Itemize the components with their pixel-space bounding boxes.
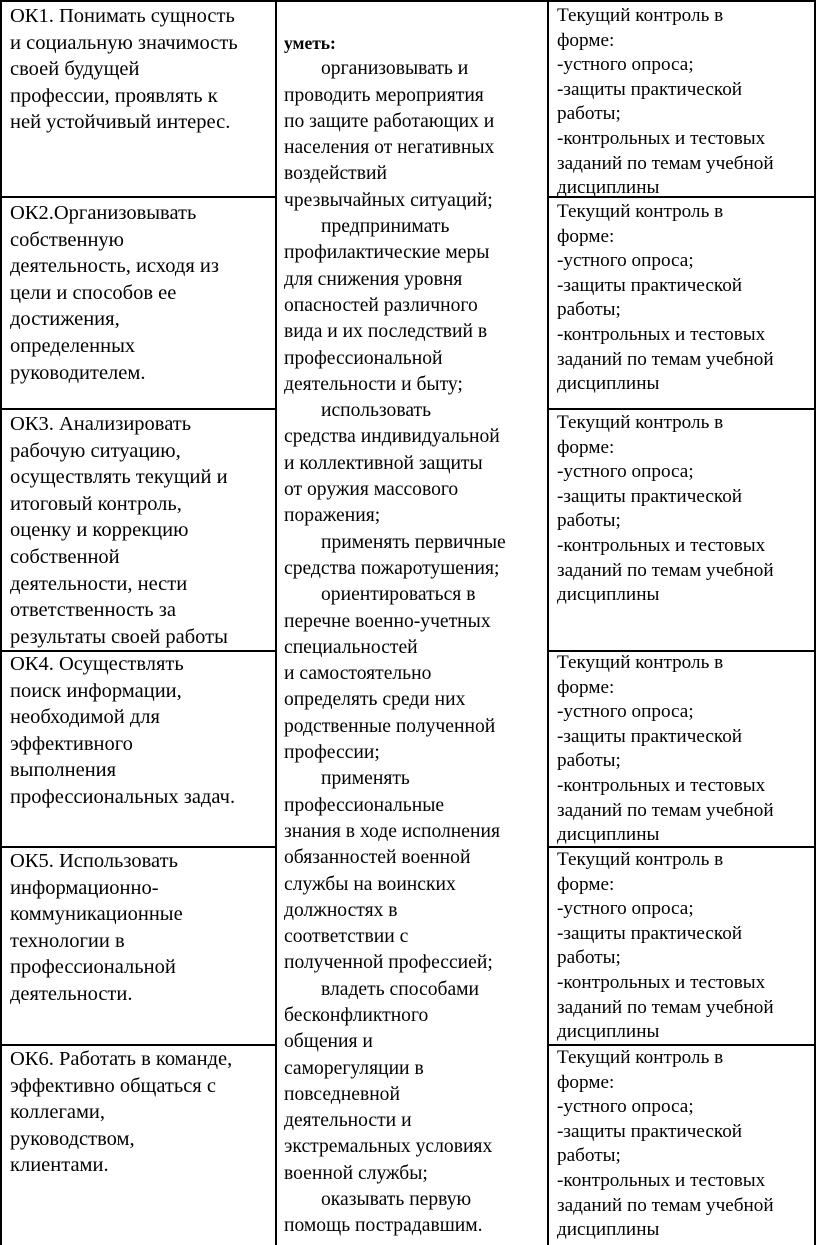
skill-line: поражения; xyxy=(284,505,381,527)
skill-line: должностях в xyxy=(284,899,398,921)
control-text: форме: xyxy=(557,676,615,698)
control-cell xyxy=(557,848,813,1045)
skill-line: применять первичные xyxy=(321,531,506,553)
skill-line: профессиональные xyxy=(284,794,445,816)
competency-text: деятельность, исходя из xyxy=(10,255,219,278)
competency-text: осуществлять текущий и xyxy=(10,466,228,489)
control-text: -контрольных и тестовых xyxy=(557,127,766,149)
row-divider-col1 xyxy=(0,196,277,198)
competency-text: итоговый контроль, xyxy=(10,492,182,515)
control-text: работы; xyxy=(557,947,621,969)
skill-line: вида и их последствий в xyxy=(284,321,488,343)
competency-text: коммуникационные xyxy=(10,903,183,926)
control-cell xyxy=(557,4,813,201)
competency-text: профессиональной xyxy=(10,956,176,979)
control-text: заданий по темам учебной xyxy=(557,1194,774,1216)
competency-text: собственную xyxy=(10,228,125,251)
skill-line: повседневной xyxy=(284,1083,400,1105)
competency-text: оценку и коррекцию xyxy=(10,519,189,542)
competency-text: собственной xyxy=(10,545,120,568)
control-text: Текущий контроль в xyxy=(557,849,724,870)
table-border-left xyxy=(0,0,2,1245)
skill-line: оказывать первую xyxy=(321,1189,472,1211)
column-divider-2 xyxy=(547,0,549,1245)
control-text: форме: xyxy=(557,436,615,458)
control-text: Текущий контроль в xyxy=(557,1047,724,1068)
skill-line: ориентироваться в xyxy=(321,584,476,606)
row-divider-col3 xyxy=(547,408,816,410)
row-divider-col1 xyxy=(0,408,277,410)
competency-text: результаты своей работы xyxy=(10,625,228,648)
control-text: дисциплины xyxy=(557,373,660,395)
competency-text: профессии, проявлять к xyxy=(10,84,218,107)
competency-text: ОК5. Использовать xyxy=(10,850,178,872)
competency-text: технологии в xyxy=(10,929,125,952)
control-text: дисциплины xyxy=(557,824,660,846)
competency-cell xyxy=(10,651,272,811)
competency-text: ОК6. Работать в команде, xyxy=(10,1048,233,1070)
control-text: дисциплины xyxy=(557,177,660,199)
skill-line: саморегуляции в xyxy=(284,1057,424,1079)
competency-text: руководителем. xyxy=(10,361,146,384)
skill-line: бесконфликтного xyxy=(284,1004,429,1026)
competency-cell xyxy=(10,200,272,386)
control-text: работы; xyxy=(557,103,621,125)
competency-cell xyxy=(10,411,272,650)
control-text: -устного опроса; xyxy=(557,54,694,76)
control-text: форме: xyxy=(557,873,615,895)
competency-text: деятельности. xyxy=(10,982,133,1005)
control-text: -защиты практической xyxy=(557,274,743,296)
skill-line: экстремальных условиях xyxy=(284,1136,493,1158)
control-cell xyxy=(557,651,813,848)
skill-line: знания в ходе исполнения xyxy=(284,820,500,842)
control-cell xyxy=(557,1046,813,1243)
control-text: -защиты практической xyxy=(557,485,743,507)
skills-heading: уметь: xyxy=(284,33,336,53)
skill-line: и самостоятельно xyxy=(284,663,432,685)
control-text: -контрольных и тестовых xyxy=(557,971,766,993)
skill-line: от оружия массового xyxy=(284,479,459,501)
control-text: заданий по темам учебной xyxy=(557,152,774,174)
control-text: -защиты практической xyxy=(557,922,743,944)
competency-text: рабочую ситуацию, xyxy=(10,439,181,462)
control-text: Текущий контроль в xyxy=(557,412,724,433)
competency-text: руководством, xyxy=(10,1127,135,1150)
skill-line: предпринимать xyxy=(321,216,450,238)
control-cell xyxy=(557,411,813,608)
skill-line: перечне военно-учетных xyxy=(284,610,491,632)
control-text: -устного опроса; xyxy=(557,1096,694,1118)
control-text: -устного опроса; xyxy=(557,250,694,272)
control-text: дисциплины xyxy=(557,1219,660,1241)
skill-line: помощь пострадавшим. xyxy=(284,1215,483,1237)
control-text: -защиты практической xyxy=(557,725,743,747)
competency-cell xyxy=(10,3,272,136)
competency-text: ответственность за xyxy=(10,599,176,622)
competency-text: ОК3. Анализировать xyxy=(10,413,192,435)
skill-line: деятельности и xyxy=(284,1110,412,1132)
competency-cell xyxy=(10,848,272,1008)
control-text: заданий по темам учебной xyxy=(557,559,774,581)
competency-text: клиентами. xyxy=(10,1154,109,1177)
competency-text: информационно- xyxy=(10,876,159,899)
skill-line: населения от негативных xyxy=(284,137,495,159)
control-text: форме: xyxy=(557,225,615,247)
competency-text: коллегами, xyxy=(10,1101,106,1124)
competency-text: цели и способов ее xyxy=(10,281,177,304)
control-text: работы; xyxy=(557,299,621,321)
skill-line: службы на воинских xyxy=(284,873,456,895)
skill-line: средства пожаротушения; xyxy=(284,557,500,579)
control-text: -устного опроса; xyxy=(557,461,694,483)
skill-line: профессии; xyxy=(284,742,380,764)
control-text: заданий по темам учебной xyxy=(557,799,774,821)
skills-cell xyxy=(284,30,546,1240)
control-text: -контрольных и тестовых xyxy=(557,774,766,796)
control-text: Текущий контроль в xyxy=(557,5,724,26)
skill-line: общения и xyxy=(284,1031,373,1053)
control-text: дисциплины xyxy=(557,1021,660,1043)
skill-line: по защите работающих и xyxy=(284,110,495,132)
control-text: -контрольных и тестовых xyxy=(557,1169,766,1191)
competency-text: поиск информации, xyxy=(10,679,182,702)
control-text: заданий по темам учебной xyxy=(557,996,774,1018)
skill-line: организовывать и xyxy=(321,58,469,80)
competency-text: своей будущей xyxy=(10,58,140,81)
competency-text: ней устойчивый интерес. xyxy=(10,111,231,134)
competency-text: и социальную значимость xyxy=(10,31,238,54)
competency-text: эффективного xyxy=(10,732,133,755)
skill-line: использовать xyxy=(321,400,432,422)
skill-line: определять среди них xyxy=(284,689,466,711)
skill-line: средства индивидуальной xyxy=(284,426,500,448)
skill-line: родственные полученной xyxy=(284,715,496,737)
skill-line: деятельности и быту; xyxy=(284,373,463,395)
competency-text: ОК4. Осуществлять xyxy=(10,653,184,675)
control-text: Текущий контроль в xyxy=(557,201,724,222)
skill-line: профилактические меры xyxy=(284,242,490,264)
competency-text: деятельности, нести xyxy=(10,572,188,595)
control-text: -контрольных и тестовых xyxy=(557,323,766,345)
control-text: работы; xyxy=(557,750,621,772)
control-text: форме: xyxy=(557,1071,615,1093)
competency-text: эффективно общаться с xyxy=(10,1074,216,1097)
control-cell xyxy=(557,200,813,397)
competency-text: достижения, xyxy=(10,308,120,331)
control-text: -контрольных и тестовых xyxy=(557,534,766,556)
skill-line: и коллективной защиты xyxy=(284,452,483,474)
competency-text: профессиональных задач. xyxy=(10,785,236,808)
competency-text: ОК2.Организовывать xyxy=(10,202,197,224)
skill-line: полученной профессией; xyxy=(284,952,493,974)
control-text: -устного опроса; xyxy=(557,701,694,723)
table-border-top xyxy=(0,0,816,2)
skill-line: проводить мероприятия xyxy=(284,84,484,106)
competency-text: ОК1. Понимать сущность xyxy=(10,5,235,27)
control-text: работы; xyxy=(557,510,621,532)
skill-line: владеть способами xyxy=(321,978,480,1000)
skill-line: воздействий xyxy=(284,163,387,185)
competency-text: определенных xyxy=(10,334,136,357)
control-text: дисциплины xyxy=(557,584,660,606)
competency-text: необходимой для xyxy=(10,706,160,729)
control-text: форме: xyxy=(557,29,615,51)
control-text: -защиты практической xyxy=(557,78,743,100)
column-divider-1 xyxy=(275,0,277,1245)
control-text: работы; xyxy=(557,1145,621,1167)
skill-line: профессиональной xyxy=(284,347,443,369)
skill-line: военной службы; xyxy=(284,1162,428,1184)
skill-line: специальностей xyxy=(284,636,418,658)
skill-line: опасностей различного xyxy=(284,294,478,316)
skill-line: чрезвычайных ситуаций; xyxy=(284,189,493,211)
skill-line: обязанностей военной xyxy=(284,847,471,869)
skill-line: соответствии с xyxy=(284,926,409,948)
skill-line: для снижения уровня xyxy=(284,268,463,290)
control-text: заданий по темам учебной xyxy=(557,348,774,370)
control-text: Текущий контроль в xyxy=(557,652,724,673)
competency-text: выполнения xyxy=(10,759,117,782)
control-text: -устного опроса; xyxy=(557,898,694,920)
control-text: -защиты практической xyxy=(557,1120,743,1142)
competency-cell xyxy=(10,1046,272,1179)
skill-line: применять xyxy=(321,768,410,790)
